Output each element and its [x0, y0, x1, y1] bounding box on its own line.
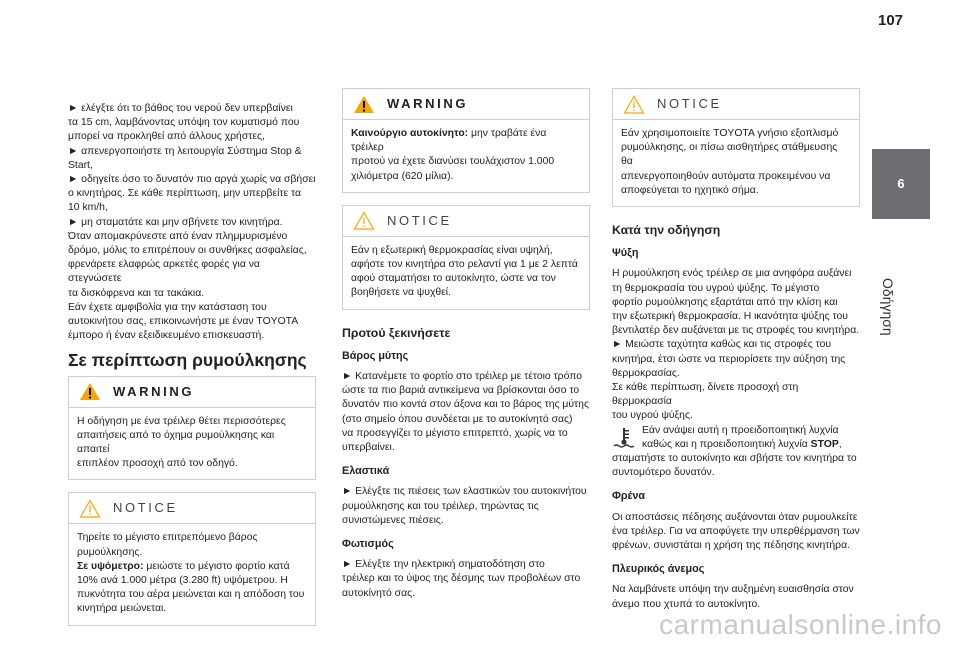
text-line: κινητήρα μειώνεται.: [77, 603, 167, 615]
text-line: επιπλέον προσοχή από τον οδηγό.: [77, 458, 238, 470]
text-span: μειώστε το μέγιστο φορτίο κατά: [143, 560, 290, 572]
notice-text: [343, 237, 589, 309]
notice-title: NOTICE: [657, 95, 722, 111]
text-line: φρένων, συνιστάται η χρήση της πέδησης κινητήρα.: [612, 540, 850, 552]
coolant-warning-row: [612, 424, 860, 452]
text-line: Εάν η εξωτερική θερμοκρασίας είναι υψηλή,: [351, 244, 553, 256]
text-line: απενεργοποιηθούν αυτόματα προκειμένου να: [621, 170, 831, 182]
text-line: ► απενεργοποιήστε τη λειτουργία Σύστημα Stop &: [68, 145, 302, 157]
coolant-warning-text: [642, 424, 842, 452]
text-line: τη θερμοκρασία του υγρού ψύξης. Το μέγιστο: [612, 282, 820, 294]
section-title: Ελαστικά: [342, 465, 390, 478]
warning-header: [343, 89, 589, 120]
notice-box: [68, 492, 316, 625]
text-line: τρέιλερ και το ύψος της δέσμης των προβολέων στο: [342, 573, 581, 585]
text-line: ► Κατανέμετε το φορτίο στο τρέιλερ με τέτοιο τρόπο: [342, 371, 583, 383]
warning-header: [69, 377, 315, 408]
cooling-text: [612, 267, 860, 423]
text-line: ► Ελέγξτε τις πιέσεις των ελαστικών του αυτοκινήτου: [342, 486, 587, 498]
text-line: ρυμούλκησης, οι πίσω αισθητήρες στάθμευσης θα: [621, 142, 838, 168]
text-line: τα δισκόφρενα και τα τακάκια.: [68, 287, 205, 299]
warning-text: [69, 408, 315, 480]
text-line: βοηθήσετε να ψυχθεί.: [351, 287, 451, 299]
text-line: 10% ανά 1.000 μέτρα (3.280 ft) υψόμετρου. Η: [77, 575, 288, 587]
brakes-text: [612, 511, 860, 554]
text-line: Η ρυμούλκηση ενός τρέιλερ σε μια ανηφόρα αυξάνει: [612, 268, 852, 280]
notice-header: [613, 89, 859, 120]
text-line: να προσεγγίζει το μέγιστο επιτρεπτό, χωρίς να το: [342, 427, 568, 439]
column-1: [68, 102, 316, 638]
text-line: ► ελέγξτε ότι το βάθος του νερού δεν υπερβαίνει: [68, 103, 293, 114]
text-line: πυκνότητα του αέρα μειώνεται και η απόδοση του: [77, 589, 305, 601]
text-line: χιλιόμετρα (620 μίλια).: [351, 170, 454, 182]
text-line: Οι αποστάσεις πέδησης αυξάνονται όταν ρυμουλκείτε: [612, 511, 858, 523]
altitude-label: Σε υψόμετρο:: [77, 560, 144, 572]
notice-triangle-icon: [353, 211, 375, 230]
warning-triangle-icon: [353, 95, 375, 114]
notice-triangle-icon: [79, 499, 101, 518]
text-line: ρυμούλκησης και του τρέιλερ, τηρώντας τις: [342, 500, 539, 512]
new-car-label: Καινούργιο αυτοκίνητο:: [351, 128, 469, 139]
text-line: ένα τρέιλερ. Για να αποφύγετε την υπερθέρμανση των: [612, 525, 860, 537]
warning-text: [343, 120, 589, 192]
text-line: Όταν απομακρύνεστε από έναν πλημμυρισμένο: [68, 230, 288, 242]
flood-instructions: [68, 102, 316, 343]
text-line: [642, 438, 842, 452]
text-line: φρενάρετε ελαφρώς αρκετές φορές για να στεγνώσετε: [68, 259, 260, 285]
text-line: αφήστε τον κινητήρα στο ρελαντί για 1 με 2 λεπτά: [351, 259, 578, 271]
text-line: συνιστώμενες πιέσεις.: [342, 514, 444, 526]
text-line: αυτοκινήτου σας, επικοινωνήστε με έναν TOYOTA: [68, 316, 299, 328]
text-line: σταματήστε το αυτοκίνητο και σβήστε τον κινητήρα το: [612, 453, 857, 465]
text-line: του υγρού ψύξης.: [612, 410, 693, 422]
text-line: ρυμούλκησης.: [77, 546, 143, 558]
text-line: Σε κάθε περίπτωση, δίνετε προσοχή στη θερμοκρασία: [612, 382, 799, 408]
text-line: φορτίο ρυμούλκησης εξαρτάται από την κλίση και: [612, 296, 838, 308]
section-text: [342, 485, 590, 528]
warning-box: [68, 376, 316, 481]
warning-title: WARNING: [387, 95, 469, 111]
warning-triangle-icon: [79, 382, 101, 401]
crosswind-text: [612, 583, 860, 611]
section-text: [342, 370, 590, 455]
notice-text: [69, 524, 315, 624]
text-line: [77, 560, 307, 574]
notice-title: NOTICE: [113, 500, 178, 516]
text-line: μπορεί να προκληθεί από άλλους χρήστες,: [68, 131, 265, 143]
page-number: 107: [878, 12, 904, 29]
watermark: carmanualsonline.info: [659, 609, 942, 640]
column-3: [612, 88, 860, 612]
text-line: ο κινητήρας. Σε κάθε περίπτωση, μην υπερβείτε τα: [68, 188, 302, 200]
text-line: Η οδήγηση με ένα τρέιλερ θέτει περισσότερες: [77, 415, 286, 427]
text-line: (στο σημείο όπου συνδέεται με το αυτοκίνητό σας): [342, 413, 573, 425]
text-span: καθώς και η προειδοποιητική λυχνία: [642, 438, 811, 450]
notice-text: [613, 120, 859, 206]
warning-title: WARNING: [113, 383, 195, 399]
stop-label: STOP: [810, 438, 839, 450]
text-line: δρόμο, μόλις το επιτρέπουν οι συνθήκες ασφαλείας,: [68, 245, 307, 257]
text-line: ► μη σταματάτε και μην σβήνετε τον κινητήρα.: [68, 216, 283, 228]
chapter-tab: 6: [872, 149, 930, 219]
chapter-label: Οδήγηση: [880, 278, 896, 336]
text-line: αυτοκίνητό σας.: [342, 587, 415, 599]
section-title: Βάρος μύτης: [342, 349, 409, 362]
text-line: ► Ελέγξτε την ηλεκτρική σηματοδότηση στο: [342, 559, 545, 571]
text-line: θερμοκρασίας.: [612, 367, 680, 379]
coolant-temperature-icon: [612, 426, 636, 450]
text-line: [351, 127, 581, 155]
text-span: μην τραβάτε ένα τρέιλερ: [351, 128, 547, 154]
text-line: δυνατόν πιο κοντά στον άξονα και το βάρος της μύτης: [342, 399, 589, 411]
text-line: 10 km/h,: [68, 202, 108, 214]
while-driving-heading: Κατά την οδήγηση: [612, 223, 721, 238]
text-line: ► Μειώστε ταχύτητα καθώς και τις στροφές του: [612, 339, 832, 351]
text-line: αφού σταματήσει το αυτοκίνητο, ώστε να τον: [351, 273, 556, 285]
text-line: Εάν ανάψει αυτή η προειδοποιητική λυχνία: [642, 424, 839, 436]
section-text: [342, 558, 590, 601]
crosswind-title: Πλευρικός άνεμος: [612, 563, 705, 576]
notice-header: [343, 206, 589, 237]
brakes-title: Φρένα: [612, 490, 646, 503]
text-line: Να λαμβάνετε υπόψη την αυξημένη ευαισθησία στον: [612, 584, 854, 596]
text-line: βεντιλατέρ δεν αυξάνεται με τις στροφές του κινητήρα.: [612, 325, 860, 337]
text-line: ώστε τα πιο βαριά αντικείμενα να βρίσκονται όσο το: [342, 385, 580, 397]
text-line: αποφεύγεται το ηχητικό σήμα.: [621, 184, 759, 196]
text-line: την εξωτερική θερμοκρασία. Η ικανότητα ψύξης του: [612, 311, 848, 323]
text-line: Τηρείτε το μέγιστο επιτρεπόμενο βάρος: [77, 532, 258, 544]
text-line: υπερβαίνει.: [342, 442, 395, 454]
notice-header: [69, 493, 315, 524]
text-line: ► οδηγείτε όσο το δυνατόν πιο αργά χωρίς να σβήσει: [68, 174, 316, 186]
cooling-title: Ψύξη: [612, 247, 639, 260]
text-line: τα 15 cm, λαμβάνοντας υπόψη τον κυματισμό που: [68, 117, 300, 129]
text-span: ,: [838, 438, 842, 450]
text-line: Εάν χρησιμοποιείτε TOYOTA γνήσιο εξοπλισμό: [621, 128, 839, 139]
text-line: Εάν έχετε αμφιβολία για την κατάσταση του: [68, 301, 267, 313]
section-title: Φωτισμός: [342, 538, 394, 551]
before-starting-sections: [342, 349, 590, 601]
notice-title: NOTICE: [387, 212, 452, 228]
text-line: συντομότερο δυνατόν.: [612, 467, 715, 479]
text-line: άνεμο που χτυπά το αυτοκίνητο.: [612, 598, 761, 610]
column-2: [342, 88, 590, 601]
warning-box: [342, 88, 590, 193]
text-line: έμπορο ή έναν εξειδικευμένο επισκευαστή.: [68, 330, 265, 342]
notice-box: [342, 205, 590, 310]
notice-box: [612, 88, 860, 207]
text-line: απαιτήσεις από το όχημα ρυμούλκησης και απαιτεί: [77, 429, 275, 456]
towing-heading: Σε περίπτωση ρυμούλκησης: [68, 350, 307, 371]
before-starting-heading: Προτού ξεκινήσετε: [342, 325, 451, 340]
text-line: κινητήρα, έτσι ώστε να περιορίσετε την αύξηση της: [612, 353, 846, 365]
text-line: Start,: [68, 159, 93, 171]
text-line: προτού να έχετε διανύσει τουλάχιστον 1.000: [351, 156, 555, 168]
notice-triangle-icon: [623, 95, 645, 114]
